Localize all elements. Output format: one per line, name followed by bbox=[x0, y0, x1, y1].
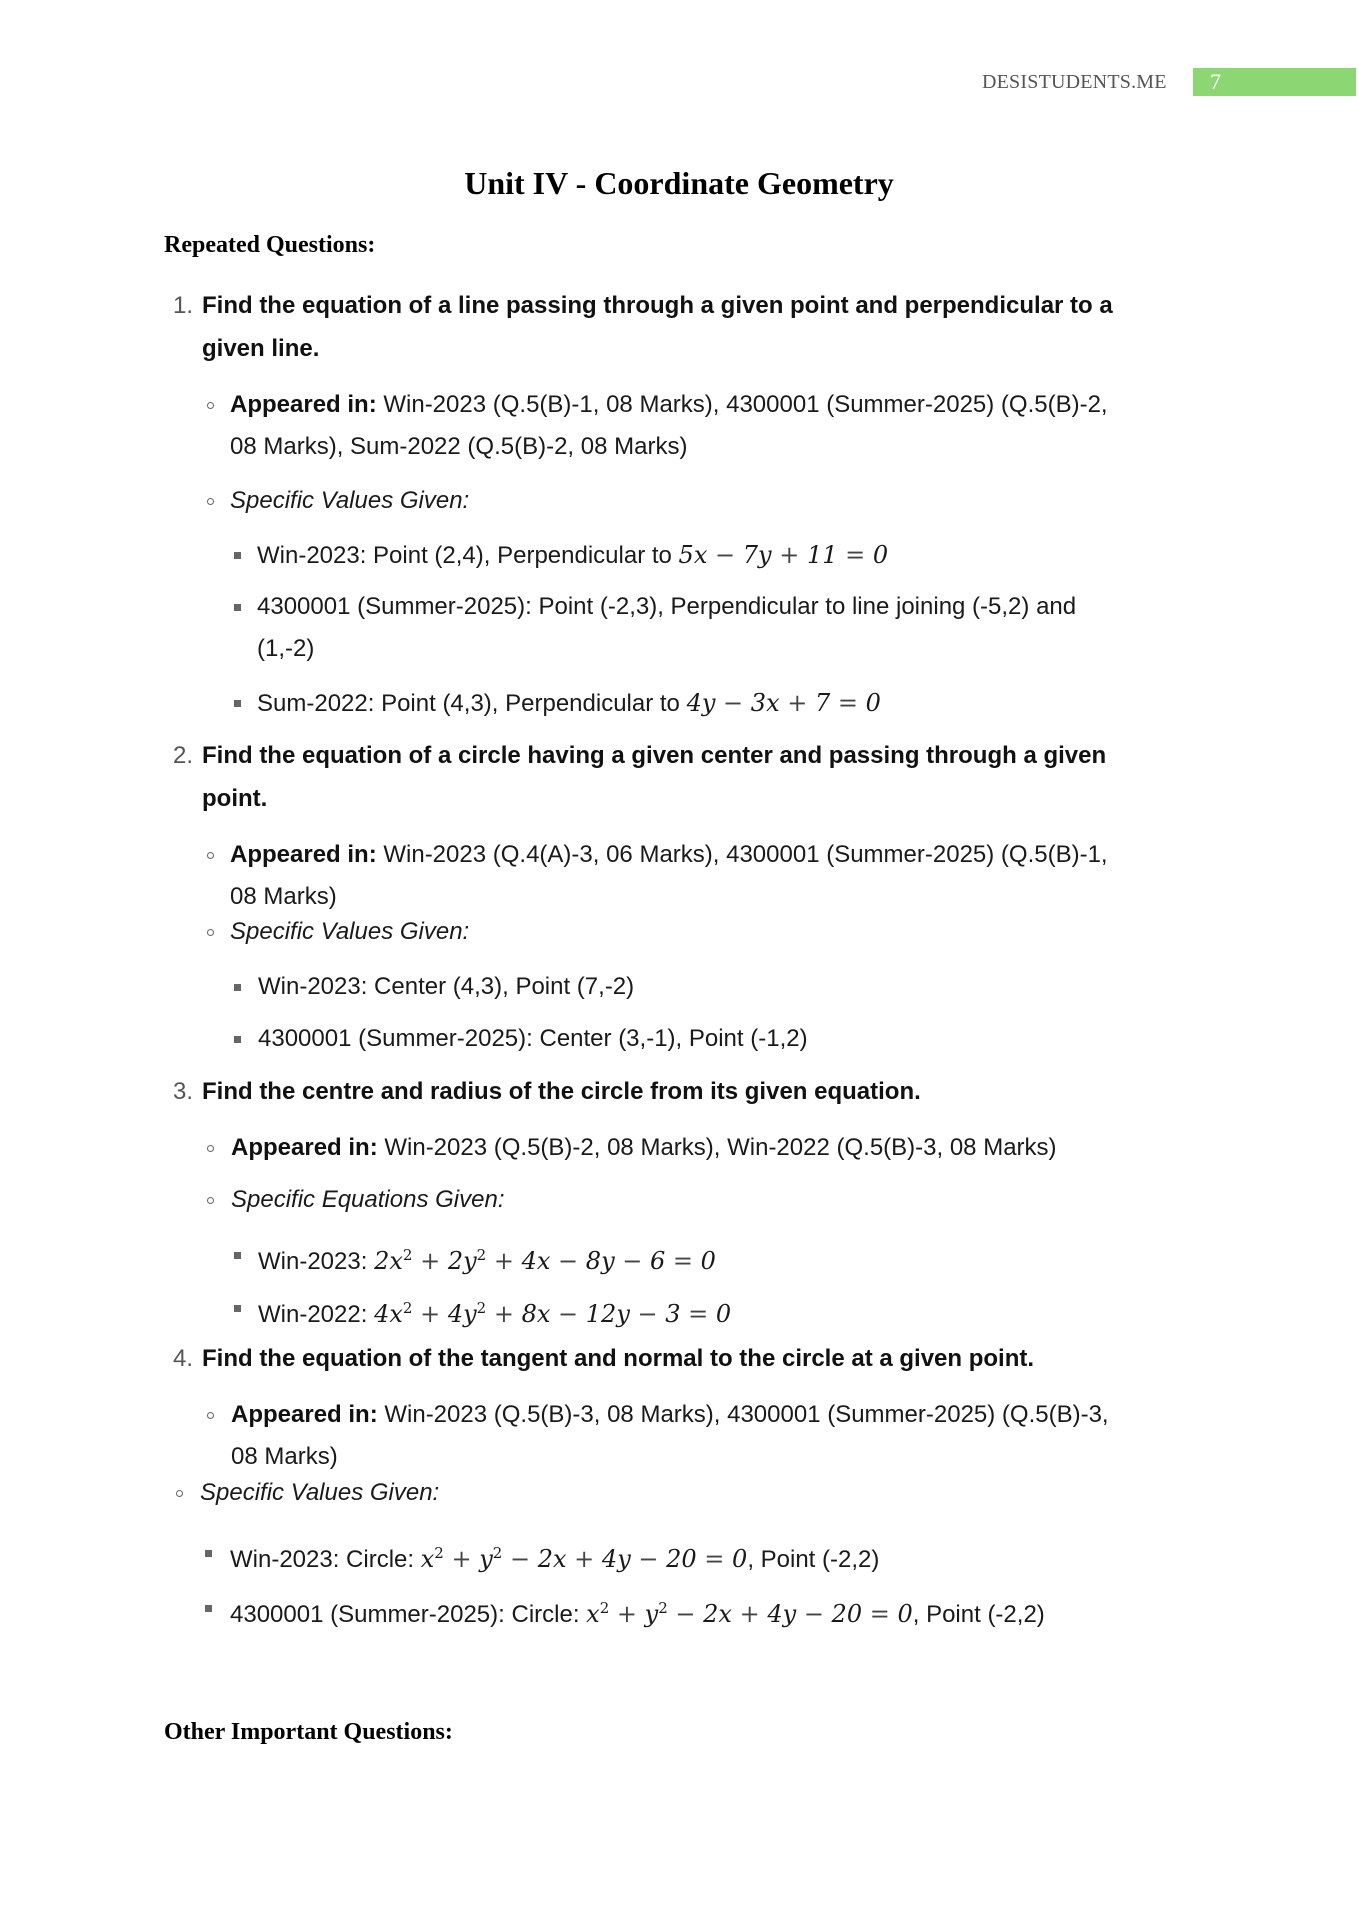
value-text: Win-2023: bbox=[258, 1248, 375, 1275]
square-bullet-icon bbox=[234, 552, 241, 559]
page-number-badge: 7 bbox=[1193, 68, 1356, 96]
square-bullet-icon bbox=[234, 1305, 241, 1312]
value-equation: 5x − 7y + 11 = 0 bbox=[678, 541, 889, 569]
appeared-in bbox=[231, 1132, 1057, 1164]
question-text: Find the equation of a circle having a given center and passing through a given bbox=[202, 742, 1107, 769]
square-bullet-icon bbox=[234, 604, 241, 611]
appeared-label: Appeared in: bbox=[231, 1134, 378, 1161]
value-item-cont: (1,-2) bbox=[257, 635, 315, 662]
value-item bbox=[257, 687, 881, 720]
question-number: 1. bbox=[173, 292, 194, 319]
question-text: Find the equation of a line passing through a given point and perpendicular to a bbox=[202, 292, 1113, 319]
values-label: Specific Values Given: bbox=[200, 1479, 440, 1506]
value-item: 4300001 (Summer-2025): Point (-2,3), Perpendicular to line joining (-5,2) and bbox=[257, 593, 1077, 620]
circle-bullet-icon bbox=[207, 402, 214, 409]
square-bullet-icon bbox=[205, 1550, 212, 1557]
value-text: , Point (-2,2) bbox=[747, 1546, 880, 1573]
section-repeated-questions: Repeated Questions: bbox=[164, 232, 376, 258]
values-label: Specific Values Given: bbox=[230, 487, 470, 514]
question-text: Find the centre and radius of the circle from its given equation. bbox=[202, 1078, 921, 1105]
value-equation: $x^2 + y^2 - 2x + 4y - 20 = 0$ bbox=[420, 1544, 748, 1573]
value-item bbox=[257, 539, 888, 572]
values-label: Specific Equations Given: bbox=[231, 1186, 505, 1213]
value-item: Win-2023: Center (4,3), Point (7,-2) bbox=[258, 973, 635, 1000]
values-label: Specific Values Given: bbox=[230, 918, 470, 945]
square-bullet-icon bbox=[234, 700, 241, 707]
appeared-in-cont: 08 Marks) bbox=[230, 883, 337, 910]
value-equation: $x^2 + y^2 - 2x + 4y - 20 = 0$ bbox=[586, 1599, 913, 1628]
value-text: Win-2023: Circle: bbox=[230, 1546, 421, 1573]
square-bullet-icon bbox=[234, 1252, 241, 1259]
value-item bbox=[258, 1239, 716, 1278]
square-bullet-icon bbox=[234, 984, 241, 991]
page-title: Unit IV - Coordinate Geometry bbox=[464, 165, 894, 201]
value-item bbox=[258, 1292, 731, 1331]
question-number: 3. bbox=[173, 1078, 194, 1105]
value-equation: $2x^2 + 2y^2 + 4x - 8y - 6 = 0$ bbox=[374, 1246, 716, 1275]
section-other-questions: Other Important Questions: bbox=[164, 1719, 453, 1745]
question-text: Find the equation of the tangent and normal to the circle at a given point. bbox=[202, 1345, 1035, 1372]
value-item bbox=[230, 1537, 879, 1576]
circle-bullet-icon bbox=[207, 1145, 214, 1152]
value-text: Sum-2022: Point (4,3), Perpendicular to bbox=[257, 690, 687, 717]
appeared-in-cont: 08 Marks) bbox=[231, 1443, 338, 1470]
circle-bullet-icon bbox=[207, 1412, 214, 1419]
value-text: Win-2023: Point (2,4), Perpendicular to bbox=[257, 542, 679, 569]
value-equation: 4y − 3x + 7 = 0 bbox=[686, 689, 881, 717]
circle-bullet-icon bbox=[207, 498, 214, 505]
appeared-label: Appeared in: bbox=[230, 391, 377, 418]
appeared-value: Win-2023 (Q.5(B)-3, 08 Marks), 4300001 (Summer-2025) (Q.5(B)-3, bbox=[377, 1401, 1109, 1428]
question-text-cont: point. bbox=[202, 785, 268, 812]
value-text: 4300001 (Summer-2025): Circle: bbox=[230, 1601, 587, 1628]
appeared-label: Appeared in: bbox=[231, 1401, 378, 1428]
value-item: 4300001 (Summer-2025): Center (3,-1), Point (-1,2) bbox=[258, 1025, 808, 1052]
appeared-value: Win-2023 (Q.5(B)-2, 08 Marks), Win-2022 (Q.5(B)-3, 08 Marks) bbox=[377, 1134, 1057, 1161]
value-item bbox=[230, 1592, 1045, 1631]
appeared-in bbox=[230, 839, 1108, 871]
value-equation: $4x^2 + 4y^2 + 8x - 12y - 3 = 0$ bbox=[374, 1299, 732, 1328]
question-number: 2. bbox=[173, 742, 194, 769]
value-text: , Point (-2,2) bbox=[912, 1601, 1045, 1628]
circle-bullet-icon bbox=[176, 1490, 183, 1497]
value-text: Win-2022: bbox=[258, 1301, 375, 1328]
site-name: DESISTUDENTS.ME bbox=[982, 71, 1167, 93]
appeared-value: Win-2023 (Q.4(A)-3, 06 Marks), 4300001 (Summer-2025) (Q.5(B)-1, bbox=[376, 841, 1108, 868]
circle-bullet-icon bbox=[207, 1197, 214, 1204]
appeared-in bbox=[230, 389, 1108, 421]
appeared-label: Appeared in: bbox=[230, 841, 377, 868]
circle-bullet-icon bbox=[207, 929, 214, 936]
square-bullet-icon bbox=[205, 1605, 212, 1612]
appeared-in-cont: 08 Marks), Sum-2022 (Q.5(B)-2, 08 Marks) bbox=[230, 433, 688, 460]
question-text-cont: given line. bbox=[202, 335, 320, 362]
appeared-value: Win-2023 (Q.5(B)-1, 08 Marks), 4300001 (Summer-2025) (Q.5(B)-2, bbox=[376, 391, 1108, 418]
question-number: 4. bbox=[173, 1345, 194, 1372]
appeared-in bbox=[231, 1399, 1109, 1431]
circle-bullet-icon bbox=[207, 852, 214, 859]
square-bullet-icon bbox=[234, 1036, 241, 1043]
